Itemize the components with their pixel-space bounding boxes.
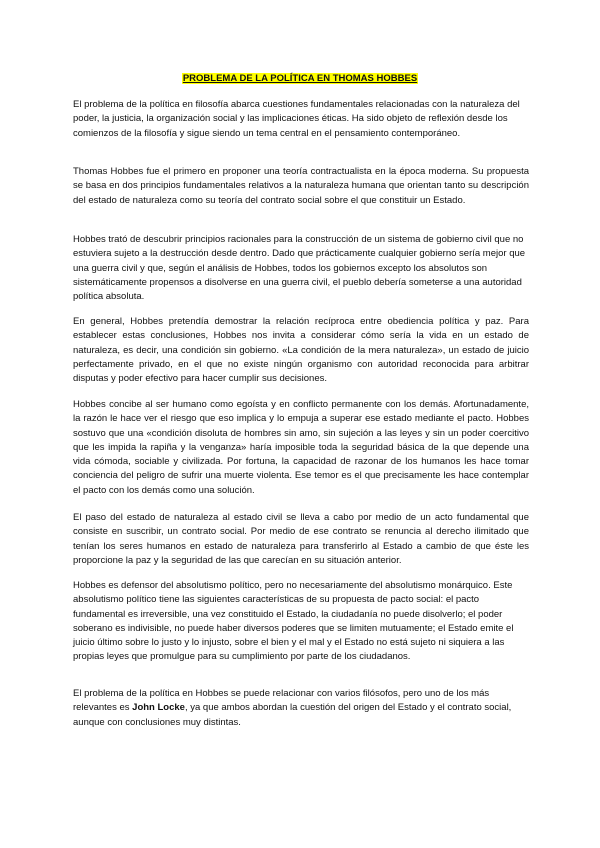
paragraph-2: Thomas Hobbes fue el primero en proponer una teoría contractualista en la época moderna. Su propuesta se basa en dos principios fundamentales relativos a la naturaleza humana que orientan tanto su descripción del estado de naturaleza como su teoría del contrato social sobre el que constituir un Estado. xyxy=(73,166,529,206)
paragraph-1: El problema de la política en filosofía abarca cuestiones fundamentales relacionadas con la naturaleza del poder, la justicia, la organización social y las implicaciones éticas. Ha sido objeto de reflexión desde los comienzos de la filosofía y sigue siendo un tema central en el pensamiento contemporáneo. xyxy=(73,99,520,139)
paragraph-5: Hobbes concibe al ser humano como egoísta y en conflicto permanente con los demás. Afortunadamente, la razón le hace ver el riesgo que eso implica y lo empuja a superar ese estado mediante el pacto. Hobbes sostuvo que una «condición disoluta de hombres sin amo, sin sujeción a las leyes y sin un poder coercitivo que les impida la rapiña y la venganza» haría imposible toda la seguridad básica de la que depende una vida cómoda, sociable y civilizada. Por fortuna, la capacidad de razonar de los humanos les hace tomar conciencia del peligro de sufrir una muerte violenta. Ese temor es el que precisamente les hace contemplar el pacto con los demás como una solución. xyxy=(73,399,529,496)
paragraph-7: Hobbes es defensor del absolutismo político, pero no necesariamente del absolutismo monárquico. Este absolutismo político tiene las siguientes características de su propuesta de pacto social: el pacto fundamental es irreversible, una vez constituido el Estado, la ciudadanía no puede disolverlo; el poder soberano es indivisible, no puede haber diversos poderes que se limiten mutuamente; el Estado emite el juicio último sobre lo justo y lo injusto, sobre el bien y el mal y el Estado no está sujeto ni siquiera a las propias leyes que promulgue para su cumplimiento por parte de los ciudadanos. xyxy=(73,580,514,663)
locke-name: John Locke xyxy=(132,702,185,714)
paragraph-3: Hobbes trató de descubrir principios racionales para la construcción de un sistema de gobierno civil que no estuviera sujeto a la destrucción desde dentro. Dado que prácticamente cualquier gobierno sería mejor que una guerra civil y que, según el análisis de Hobbes, todos los gobiernos excepto los absolutos son sistemáticamente propensos a disolverse en una guerra civil, el pueblo debería someterse a una autoridad política absoluta. xyxy=(73,234,526,303)
paragraph-6: El paso del estado de naturaleza al estado civil se lleva a cabo por medio de un acto fundamental que consiste en suscribir, un contrato social. Por medio de ese contrato se renuncia al derecho ilimitado que tenían los seres humanos en estado de naturaleza para transferirlo al Estado a cambio de que éste les proporcione la paz y la seguridad de las que carecían en su situación anterior. xyxy=(73,512,529,566)
paragraph-8-start: El problema de la política en Hobbes se puede relacionar con varios filósofos, pero uno de los más relevantes es xyxy=(73,688,490,714)
document-title xyxy=(0,72,600,86)
paragraph-4: En general, Hobbes pretendía demostrar la relación recíproca entre obediencia política y paz. Para establecer estas conclusiones, Hobbes nos invita a considerar cómo sería la vida en un estado de naturaleza, es decir, una condición sin gobierno. «La condición de la mera naturaleza», un estado de juicio perfectamente privado, en el que no existe ningún organismo con autoridad reconocida para arbitrar disputas y poder efectivo para hacer cumplir sus decisiones. xyxy=(73,316,529,385)
paragraph-8-end: , ya que ambos abordan la cuestión del origen del Estado y el contrato social, aunque con conclusiones muy distintas. xyxy=(73,702,512,728)
title-text: PROBLEMA DE LA POLÍTICA EN THOMAS HOBBES xyxy=(182,73,418,84)
paragraph-8 xyxy=(73,687,529,730)
